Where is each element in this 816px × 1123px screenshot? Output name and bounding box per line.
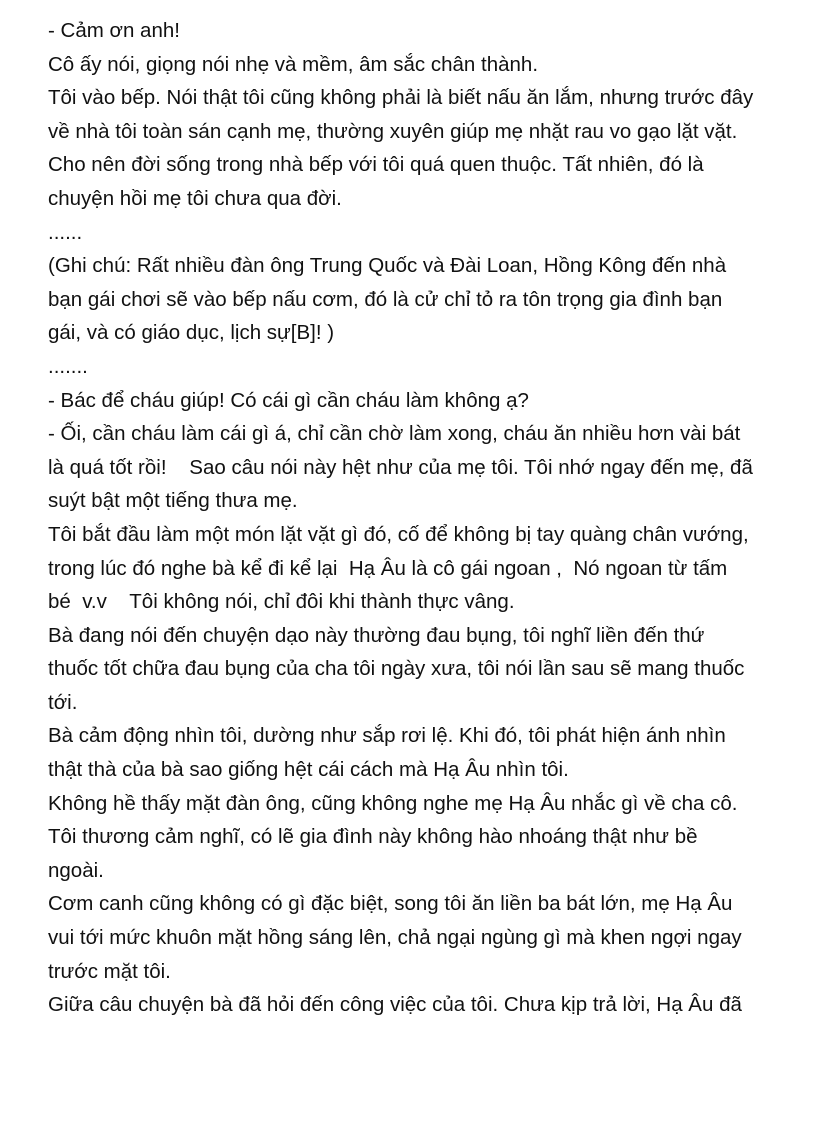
ellipsis-separator: ....... [48, 354, 88, 378]
text-line: - Cảm ơn anh! [48, 19, 180, 42]
text-line: trong lúc đó nghe bà kể đi kể lại Hạ Âu là cô gái ngoan , Nó ngoan từ tấm [48, 556, 728, 580]
text-line: ngoài. [48, 858, 104, 882]
text-line: tới. [48, 690, 78, 714]
text-line: bé v.v Tôi không nói, chỉ đôi khi thành thực vâng. [48, 590, 515, 614]
text-line: - Bác để cháu giúp! Có cái gì cần cháu làm không ạ? [48, 388, 529, 412]
text-line: bạn gái chơi sẽ vào bếp nấu cơm, đó là cử chỉ tỏ ra tôn trọng gia đình bạn [48, 287, 723, 311]
text-line: Tôi vào bếp. Nói thật tôi cũng không phải là biết nấu ăn lắm, nhưng trước đây [48, 86, 754, 110]
text-line: - Ối, cần cháu làm cái gì á, chỉ cần chờ làm xong, cháu ăn nhiều hơn vài bát [48, 422, 741, 446]
text-line: Cô ấy nói, giọng nói nhẹ và mềm, âm sắc chân thành. [48, 52, 539, 76]
text-line: Tôi thương cảm nghĩ, có lẽ gia đình này không hào nhoáng thật như bề [48, 825, 698, 849]
text-line: Bà cảm động nhìn tôi, dường như sắp rơi lệ. Khi đó, tôi phát hiện ánh nhìn [48, 724, 726, 748]
text-line: Không hề thấy mặt đàn ông, cũng không nghe mẹ Hạ Âu nhắc gì về cha cô. [48, 791, 738, 815]
text-line: Cơm canh cũng không có gì đặc biệt, song tôi ăn liền ba bát lớn, mẹ Hạ Âu [48, 892, 733, 916]
text-line: thuốc tốt chữa đau bụng của cha tôi ngày xưa, tôi nói lần sau sẽ mang thuốc [48, 657, 745, 681]
text-line: trước mặt tôi. [48, 959, 171, 983]
text-line: (Ghi chú: Rất nhiều đàn ông Trung Quốc và Đài Loan, Hồng Kông đến nhà [48, 254, 727, 278]
text-line: Tôi bắt đầu làm một món lặt vặt gì đó, cố để không bị tay quàng chân vướng, [48, 522, 749, 546]
ellipsis-separator: ...... [48, 220, 83, 244]
text-line: gái, và có giáo dục, lịch sự[B]! ) [48, 321, 335, 345]
text-line: thật thà của bà sao giống hệt cái cách mà Hạ Âu nhìn tôi. [48, 758, 569, 782]
document-page [48, 14, 788, 1022]
text-line: về nhà tôi toàn sán cạnh mẹ, thường xuyên giúp mẹ nhặt rau vo gạo lặt vặt. [48, 119, 738, 143]
text-line: Bà đang nói đến chuyện dạo này thường đau bụng, tôi nghĩ liền đến thứ [48, 623, 705, 647]
text-line: Cho nên đời sống trong nhà bếp với tôi quá quen thuộc. Tất nhiên, đó là [48, 153, 704, 177]
text-line: là quá tốt rồi! Sao câu nói này hệt như của mẹ tôi. Tôi nhớ ngay đến mẹ, đã [48, 455, 753, 479]
text-line: chuyện hồi mẹ tôi chưa qua đời. [48, 186, 342, 210]
text-line: Giữa câu chuyện bà đã hỏi đến công việc của tôi. Chưa kịp trả lời, Hạ Âu đã [48, 993, 742, 1017]
text-line: suýt bật một tiếng thưa mẹ. [48, 489, 298, 513]
text-line: vui tới mức khuôn mặt hồng sáng lên, chả ngại ngùng gì mà khen ngợi ngay [48, 926, 742, 950]
